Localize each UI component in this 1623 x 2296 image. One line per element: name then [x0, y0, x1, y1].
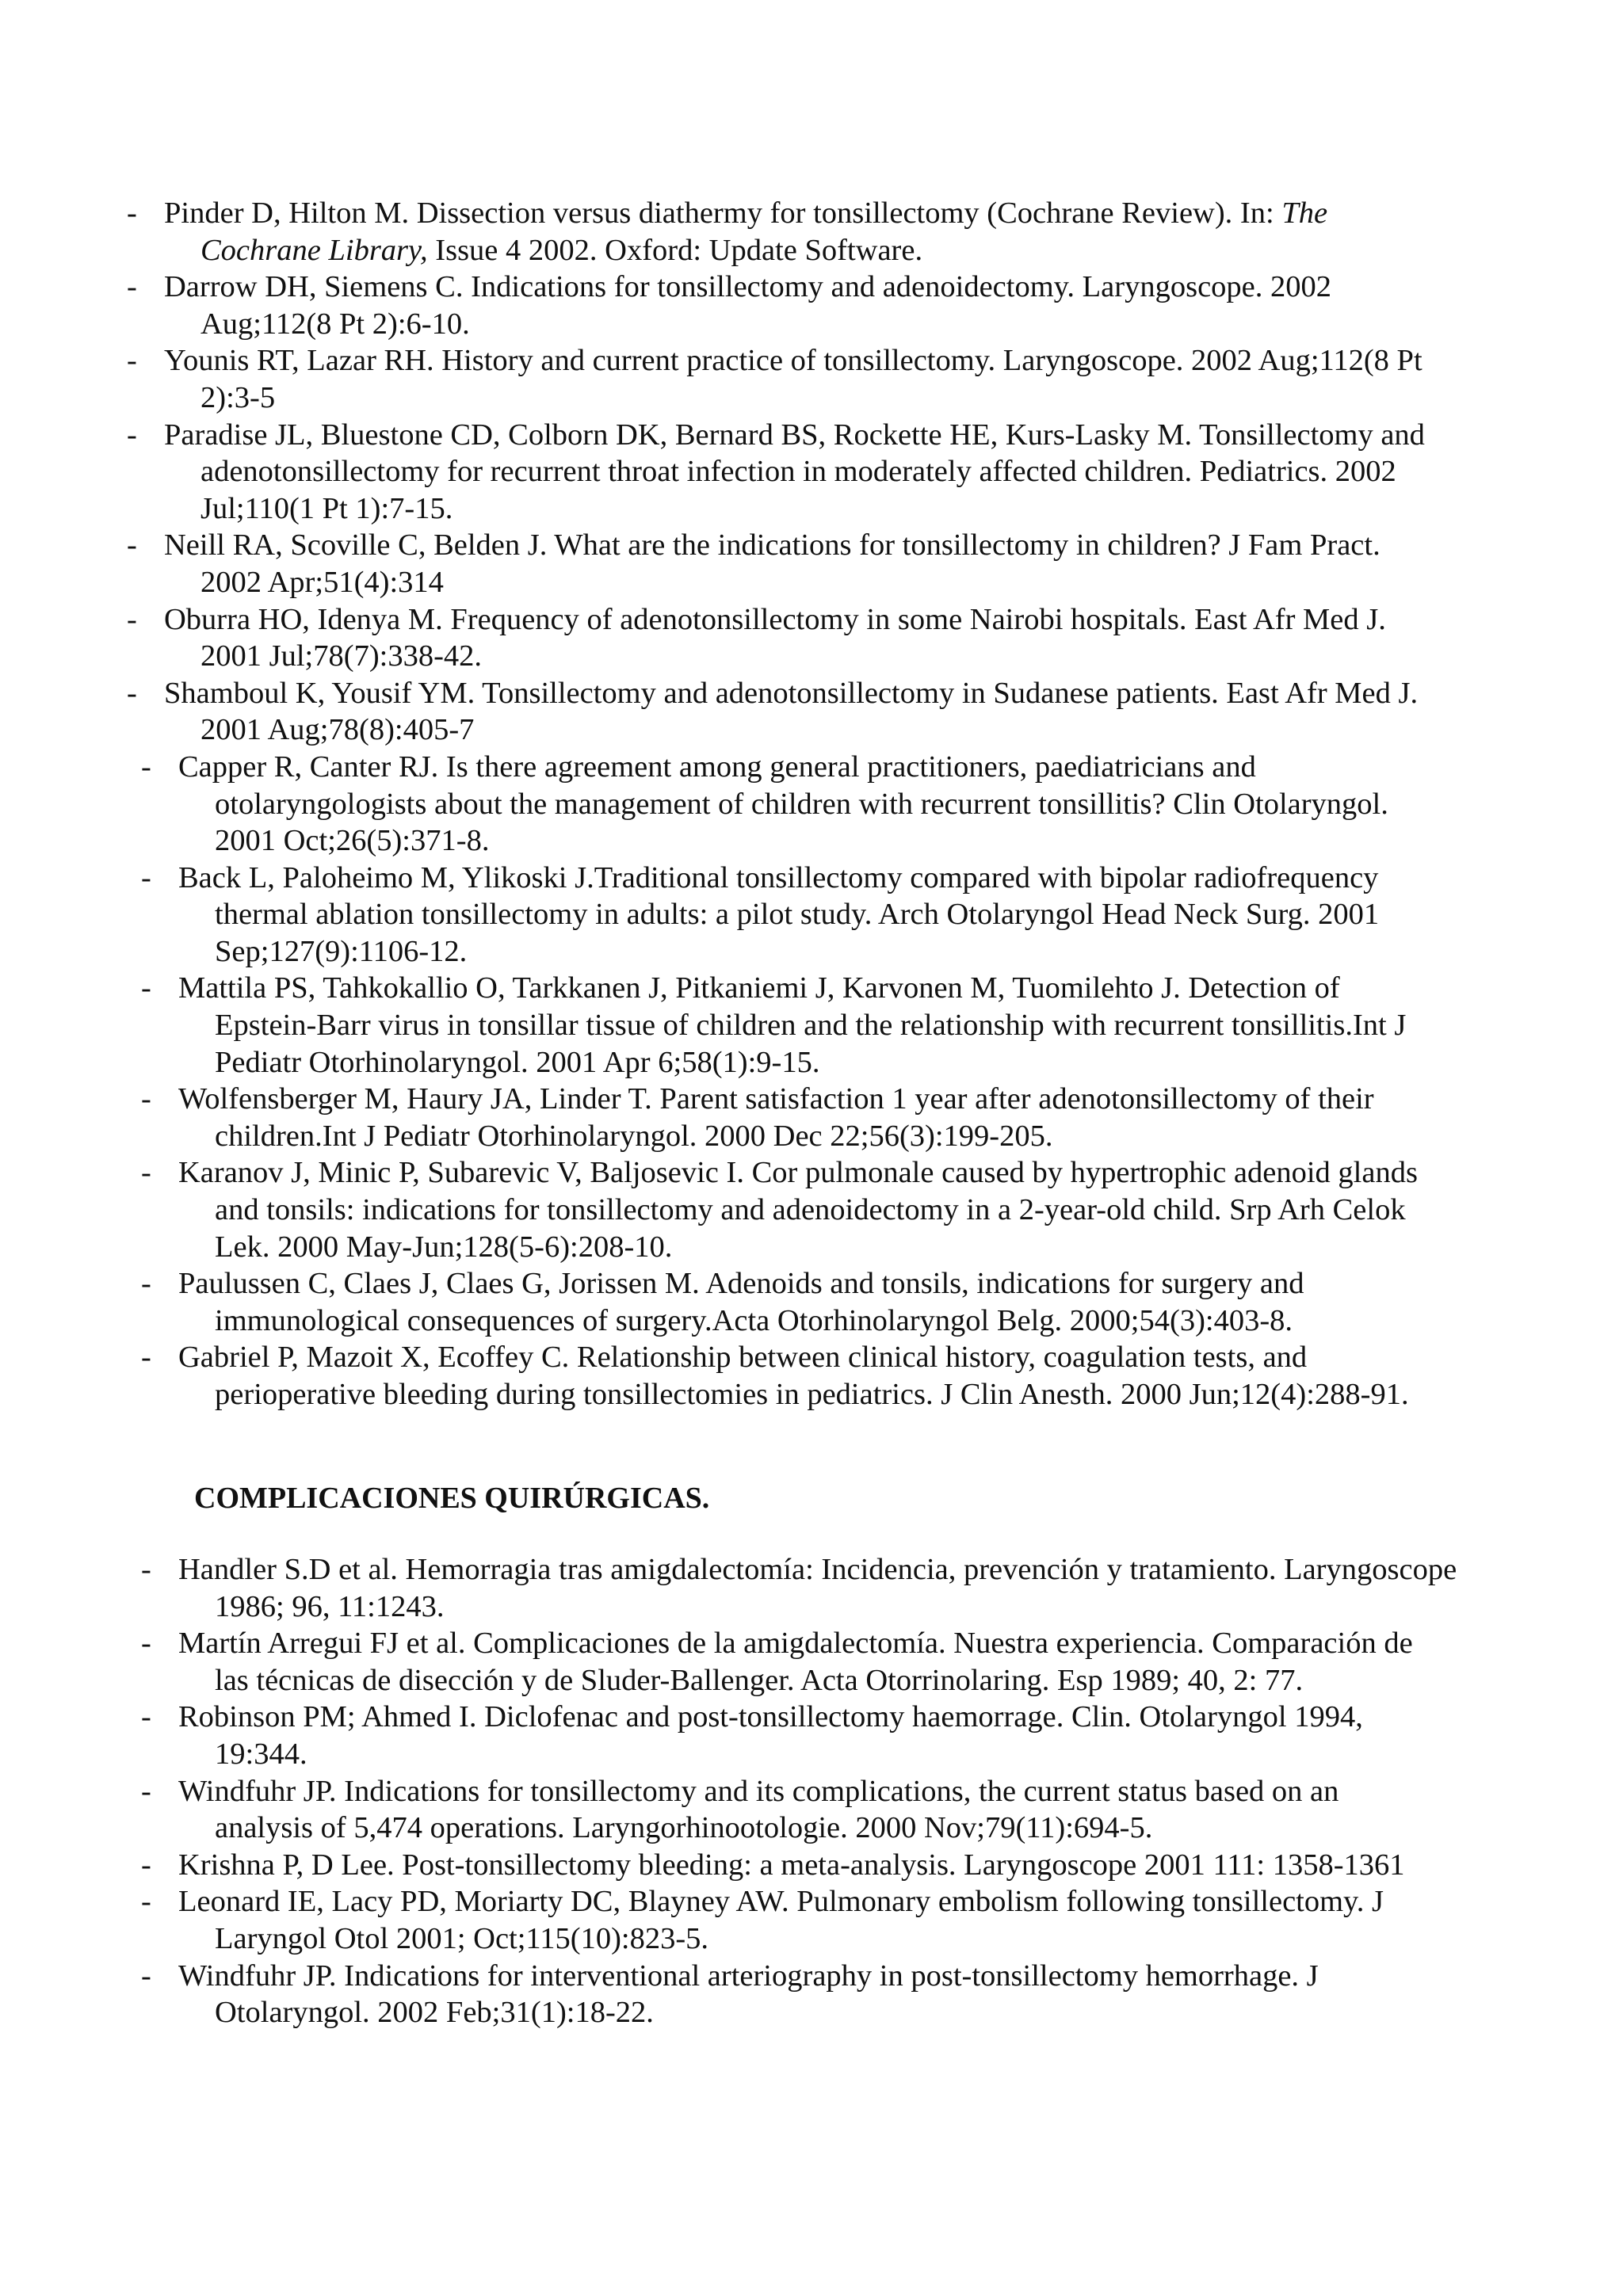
reference-text [162, 601, 1623, 675]
reference-item [127, 195, 1623, 269]
list-dash: - [141, 749, 151, 784]
reference-text [162, 342, 1623, 416]
reference-line: Shamboul K, Yousif YM. Tonsillectomy and adenotonsillectomy in Sudanese patients. East Afr Med J. [164, 676, 1419, 710]
reference-line: Gabriel P, Mazoit X, Ecoffey C. Relationship between clinical history, coagulation tests, and [178, 1341, 1308, 1375]
reference-text [176, 1625, 1623, 1699]
reference-line: 2002 Apr;51(4):314 [200, 565, 444, 599]
list-dash: - [141, 1341, 151, 1375]
reference-line: adenotonsillectomy for recurrent throat infection in moderately affected children. Pediatrics. 2002 [200, 455, 1396, 489]
reference-line: 2001 Aug;78(8):405-7 [200, 713, 475, 747]
reference-item [141, 1339, 1623, 1413]
reference-line: analysis of 5,474 operations. Laryngorhinootologie. 2000 Nov;79(11):694-5. [215, 1811, 1153, 1845]
list-dash: - [141, 1553, 151, 1586]
reference-line: Otolaryngol. 2002 Feb;31(1):18-22. [215, 1996, 654, 2030]
reference-item [127, 675, 1623, 749]
reference-item [141, 1847, 1623, 1884]
reference-line: Younis RT, Lazar RH. History and current practice of tonsillectomy. Laryngoscope. 2002 Aug;112(8 Pt [164, 344, 1423, 378]
reference-item [141, 1958, 1623, 2031]
reference-line: Sep;127(9):1106-12. [215, 934, 468, 968]
list-dash: - [127, 676, 137, 710]
list-dash: - [127, 344, 137, 378]
reference-line-text: Pinder D, Hilton M. Dissection versus diathermy for tonsillectomy (Cochrane Review). In: [164, 196, 1282, 230]
reference-item [127, 342, 1623, 416]
reference-line: las técnicas de disección y de Sluder-Ballenger. Acta Otorrinolaring. Esp 1989; 40, 2: 77. [215, 1663, 1304, 1697]
list-dash: - [141, 1885, 151, 1919]
reference-line: Krishna P, D Lee. Post-tonsillectomy bleeding: a meta-analysis. Laryngoscope 2001 111: 1358-1361 [178, 1848, 1405, 1882]
reference-text [176, 1699, 1623, 1772]
reference-text [176, 1958, 1623, 2031]
reference-text [162, 527, 1623, 601]
reference-line: Oburra HO, Idenya M. Frequency of adenotonsillectomy in some Nairobi hospitals. East Afr Med J. [164, 602, 1386, 636]
list-dash: - [141, 1848, 151, 1882]
reference-line: Mattila PS, Tahkokallio O, Tarkkanen J, Pitkaniemi J, Karvonen M, Tuomilehto J. Detection of [178, 971, 1340, 1005]
reference-item [141, 1154, 1623, 1265]
reference-line: Back L, Paloheimo M, Ylikoski J.Traditional tonsillectomy compared with bipolar radiofrequency [178, 860, 1379, 894]
reference-line: Neill RA, Scoville C, Belden J. What are the indications for tonsillectomy in children? J Fam Pract. [164, 528, 1381, 563]
reference-line: Capper R, Canter RJ. Is there agreement among general practitioners, paediatricians and [178, 749, 1256, 784]
reference-item [127, 527, 1623, 601]
reference-text [176, 1847, 1623, 1884]
reference-line: Windfuhr JP. Indications for tonsillectomy and its complications, the current status based on an [178, 1774, 1339, 1808]
reference-line: 2):3-5 [200, 380, 276, 414]
reference-item [141, 749, 1623, 860]
reference-item [141, 970, 1623, 1081]
list-dash: - [141, 1082, 151, 1116]
list-dash: - [141, 1774, 151, 1808]
list-dash: - [141, 1156, 151, 1190]
list-dash: - [141, 1958, 151, 1993]
reference-item [141, 1081, 1623, 1154]
reference-item [141, 1625, 1623, 1699]
reference-line: immunological consequences of surgery.Acta Otorhinolaryngol Belg. 2000;54(3):403-8. [215, 1303, 1293, 1337]
reference-item [141, 1551, 1623, 1625]
reference-line-text: Issue 4 2002. Oxford: Update Software. [435, 233, 923, 267]
reference-line: Karanov J, Minic P, Subarevic V, Baljosevic I. Cor pulmonale caused by hypertrophic adenoid glands [178, 1156, 1418, 1190]
reference-line: Laryngol Otol 2001; Oct;115(10):823-5. [215, 1921, 709, 1955]
reference-line: Wolfensberger M, Haury JA, Linder T. Parent satisfaction 1 year after adenotonsillectomy of their [178, 1082, 1374, 1116]
reference-text [176, 749, 1623, 860]
reference-text [176, 1883, 1623, 1957]
reference-item [141, 1699, 1623, 1772]
reference-item [127, 601, 1623, 675]
reference-text [176, 1154, 1623, 1265]
reference-line: Martín Arregui FJ et al. Complicaciones de la amigdalectomía. Nuestra experiencia. Comparación de [178, 1627, 1413, 1661]
reference-text [176, 1265, 1623, 1339]
section-heading: COMPLICACIONES QUIRÚRGICAS. [194, 1482, 710, 1515]
reference-line: Paradise JL, Bluestone CD, Colborn DK, Bernard BS, Rockette HE, Kurs-Lasky M. Tonsillectomy and [164, 418, 1425, 452]
reference-line: Robinson PM; Ahmed I. Diclofenac and post-tonsillectomy haemorrage. Clin. Otolaryngol 1994, [178, 1700, 1363, 1734]
reference-item [141, 1773, 1623, 1847]
list-dash: - [127, 602, 137, 636]
reference-line: children.Int J Pediatr Otorhinolaryngol. 2000 Dec 22;56(3):199-205. [215, 1119, 1053, 1153]
list-dash: - [127, 196, 137, 230]
reference-item [141, 860, 1623, 971]
reference-text [176, 1081, 1623, 1154]
reference-list-complications [0, 1551, 1623, 2031]
reference-line [164, 232, 1623, 269]
list-dash: - [127, 418, 137, 452]
reference-text [162, 675, 1623, 749]
reference-item [127, 417, 1623, 528]
reference-italic-title: The [1281, 196, 1328, 230]
reference-line: Handler S.D et al. Hemorragia tras amigdalectomía: Incidencia, prevención y tratamiento. Laryngoscope [178, 1553, 1457, 1586]
reference-text [176, 1339, 1623, 1413]
list-dash: - [127, 528, 137, 563]
reference-text [162, 417, 1623, 528]
list-dash: - [141, 860, 151, 894]
reference-line: Jul;110(1 Pt 1):7-15. [200, 491, 453, 525]
reference-text [162, 269, 1623, 342]
list-dash: - [141, 971, 151, 1005]
reference-line: 2001 Oct;26(5):371-8. [215, 824, 490, 858]
reference-line: perioperative bleeding during tonsillectomies in pediatrics. J Clin Anesth. 2000 Jun;12(4):288-91. [215, 1378, 1409, 1411]
reference-text [176, 1551, 1623, 1625]
reference-text [176, 970, 1623, 1081]
reference-line: Aug;112(8 Pt 2):6-10. [200, 307, 470, 341]
reference-italic-title: Cochrane Library, [200, 233, 428, 267]
reference-line: Windfuhr JP. Indications for interventional arteriography in post-tonsillectomy hemorrhage. J [178, 1958, 1319, 1993]
reference-line: and tonsils: indications for tonsillectomy and adenoidectomy in a 2-year-old child. Srp Arh Celok [215, 1193, 1406, 1227]
reference-line: 2001 Jul;78(7):338-42. [200, 639, 483, 673]
reference-line: Pediatr Otorhinolaryngol. 2001 Apr 6;58(1):9-15. [215, 1045, 820, 1079]
reference-line: Darrow DH, Siemens C. Indications for tonsillectomy and adenoidectomy. Laryngoscope. 2002 [164, 270, 1332, 304]
reference-line: thermal ablation tonsillectomy in adults: a pilot study. Arch Otolaryngol Head Neck Surg. 2001 [215, 898, 1380, 932]
reference-line: Lek. 2000 May-Jun;128(5-6):208-10. [215, 1230, 673, 1264]
reference-line: 19:344. [215, 1737, 307, 1771]
list-dash: - [141, 1700, 151, 1734]
list-dash: - [127, 270, 137, 304]
reference-line: Epstein-Barr virus in tonsillar tissue of children and the relationship with recurrent tonsillitis.Int J [215, 1009, 1407, 1043]
reference-text [176, 1773, 1623, 1847]
reference-text [162, 195, 1623, 269]
reference-line: 1986; 96, 11:1243. [215, 1589, 445, 1623]
list-dash: - [141, 1627, 151, 1661]
reference-item [141, 1883, 1623, 1957]
reference-item [141, 1265, 1623, 1339]
reference-line: otolaryngologists about the management of children with recurrent tonsillitis? Clin Otolaryngol. [215, 787, 1388, 821]
reference-list-tonsillectomy [0, 195, 1623, 1413]
reference-item [127, 269, 1623, 342]
list-dash: - [141, 1267, 151, 1301]
reference-text [176, 860, 1623, 971]
reference-line: Leonard IE, Lacy PD, Moriarty DC, Blayney AW. Pulmonary embolism following tonsillectomy. J [178, 1885, 1384, 1919]
reference-line [164, 195, 1623, 232]
reference-line: Paulussen C, Claes J, Claes G, Jorissen M. Adenoids and tonsils, indications for surgery and [178, 1267, 1304, 1301]
